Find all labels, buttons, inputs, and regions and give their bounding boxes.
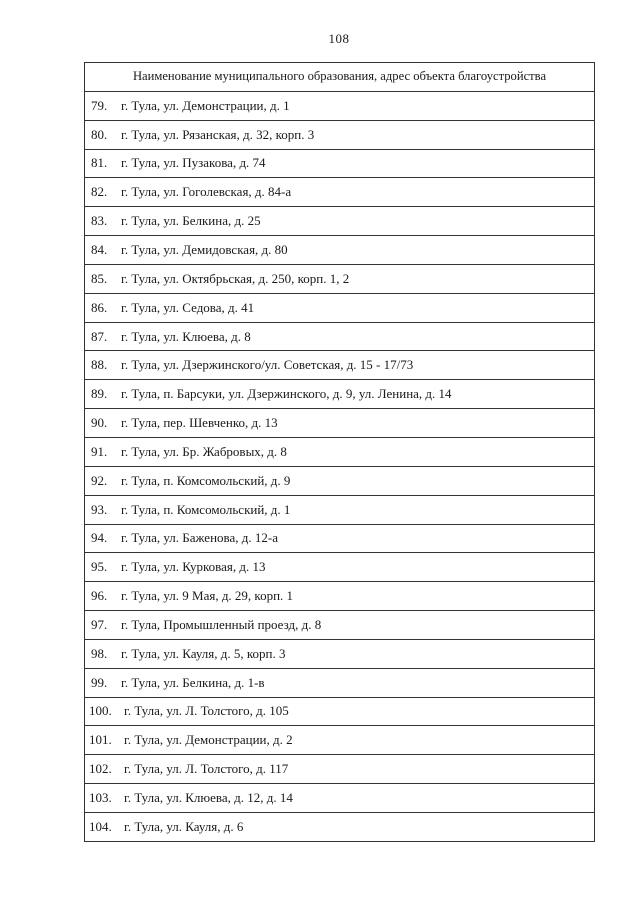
row-address: г. Тула, ул. Белкина, д. 1-в <box>121 674 265 690</box>
row-number: 90. <box>91 415 108 431</box>
table-row <box>85 553 594 582</box>
table-row <box>85 784 594 813</box>
table-row <box>85 265 594 294</box>
row-number: 95. <box>91 559 108 575</box>
row-address: г. Тула, ул. Рязанская, д. 32, корп. 3 <box>121 126 315 142</box>
table-row <box>85 92 594 121</box>
row-number: 86. <box>91 299 108 315</box>
row-address: г. Тула, ул. Пузакова, д. 74 <box>121 155 266 171</box>
row-address: г. Тула, Промышленный проезд, д. 8 <box>121 616 322 632</box>
table-row <box>85 611 594 640</box>
row-number: 102. <box>89 761 112 777</box>
row-address: г. Тула, п. Барсуки, ул. Дзержинского, д. 9, ул. Ленина, д. 14 <box>121 386 452 402</box>
table-row <box>85 669 594 698</box>
table-row <box>85 698 594 727</box>
row-number: 94. <box>91 530 108 546</box>
row-address: г. Тула, ул. Демонстрации, д. 2 <box>124 732 293 748</box>
row-number: 87. <box>91 328 108 344</box>
row-number: 100. <box>89 703 112 719</box>
row-address: г. Тула, п. Комсомольский, д. 1 <box>121 501 291 517</box>
table-header: Наименование муниципального образования, адрес объекта благоустройства <box>85 63 594 92</box>
row-address: г. Тула, ул. Демонстрации, д. 1 <box>121 97 290 113</box>
table-row <box>85 380 594 409</box>
table-row <box>85 438 594 467</box>
row-address: г. Тула, ул. Гоголевская, д. 84-а <box>121 184 292 200</box>
table-row <box>85 496 594 525</box>
row-number: 85. <box>91 270 108 286</box>
table-row <box>85 150 594 179</box>
table-row <box>85 726 594 755</box>
row-number: 103. <box>89 790 112 806</box>
row-number: 88. <box>91 357 108 373</box>
row-address: г. Тула, ул. 9 Мая, д. 29, корп. 1 <box>121 588 294 604</box>
row-address: г. Тула, ул. Л. Толстого, д. 117 <box>124 761 289 777</box>
row-number: 98. <box>91 645 108 661</box>
table-row <box>85 582 594 611</box>
row-address: г. Тула, ул. Л. Толстого, д. 105 <box>124 703 289 719</box>
table-row <box>85 813 594 842</box>
table-row <box>85 525 594 554</box>
row-address: г. Тула, пер. Шевченко, д. 13 <box>121 415 278 431</box>
row-address: г. Тула, ул. Дзержинского/ул. Советская, д. 15 - 17/73 <box>121 357 414 373</box>
table-row <box>85 755 594 784</box>
table-row <box>85 409 594 438</box>
row-number: 96. <box>91 588 108 604</box>
row-address: г. Тула, ул. Клюева, д. 12, д. 14 <box>124 790 293 806</box>
row-address: г. Тула, ул. Кауля, д. 5, корп. 3 <box>121 645 286 661</box>
row-number: 83. <box>91 213 108 229</box>
table-row <box>85 640 594 669</box>
row-number: 104. <box>89 818 112 834</box>
row-number: 81. <box>91 155 108 171</box>
row-number: 97. <box>91 616 108 632</box>
row-address: г. Тула, ул. Седова, д. 41 <box>121 299 255 315</box>
row-address: г. Тула, ул. Клюева, д. 8 <box>121 328 251 344</box>
table-row <box>85 294 594 323</box>
table-row <box>85 121 594 150</box>
row-address: г. Тула, ул. Кауля, д. 6 <box>124 818 244 834</box>
row-number: 82. <box>91 184 108 200</box>
row-number: 91. <box>91 443 108 459</box>
row-address: г. Тула, ул. Демидовская, д. 80 <box>121 241 288 257</box>
row-number: 80. <box>91 126 108 142</box>
row-number: 84. <box>91 241 108 257</box>
row-address: г. Тула, п. Комсомольский, д. 9 <box>121 472 291 488</box>
table-row <box>85 178 594 207</box>
row-number: 101. <box>89 732 112 748</box>
row-number: 92. <box>91 472 108 488</box>
table-row <box>85 323 594 352</box>
table-row <box>85 467 594 496</box>
table-body <box>85 92 594 842</box>
row-number: 89. <box>91 386 108 402</box>
table-row <box>85 207 594 236</box>
row-address: г. Тула, ул. Бр. Жабровых, д. 8 <box>121 443 287 459</box>
row-address: г. Тула, ул. Октябрьская, д. 250, корп. 1, 2 <box>121 270 350 286</box>
row-address: г. Тула, ул. Белкина, д. 25 <box>121 213 261 229</box>
row-number: 79. <box>91 97 108 113</box>
row-number: 93. <box>91 501 108 517</box>
table-row <box>85 236 594 265</box>
row-address: г. Тула, ул. Баженова, д. 12-а <box>121 530 278 546</box>
row-number: 99. <box>91 674 108 690</box>
row-address: г. Тула, ул. Курковая, д. 13 <box>121 559 266 575</box>
address-table <box>84 62 595 842</box>
page-number: 108 <box>328 31 350 46</box>
table-row <box>85 351 594 380</box>
